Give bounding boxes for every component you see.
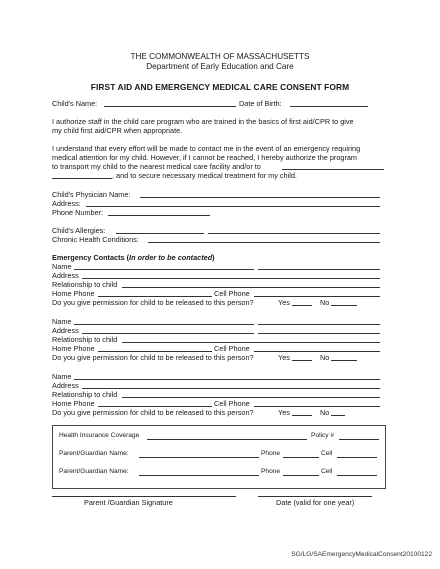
physician-field[interactable] xyxy=(140,197,380,198)
contact3-yes-label: Yes xyxy=(278,408,290,417)
physician-label: Child's Physician Name: xyxy=(52,190,131,199)
guardian1-cell-label: Cell xyxy=(321,450,333,457)
chronic-field[interactable] xyxy=(148,242,380,243)
contact3-yes-field[interactable] xyxy=(292,415,312,416)
guardian2-name-field[interactable] xyxy=(139,475,259,476)
date-label: Date (valid for one year) xyxy=(276,498,355,507)
contact1-permission-label: Do you give permission for child to be released to this person? xyxy=(52,298,254,307)
parent-signature-field[interactable] xyxy=(52,496,236,497)
emergency-contacts-heading xyxy=(52,253,215,262)
contact2-home-phone-label: Home Phone xyxy=(52,344,95,353)
org-name: THE COMMONWEALTH OF MASSACHUSETTS xyxy=(130,52,310,61)
emergency-paragraph-line-4: , and to secure necessary medical treatment for my child. xyxy=(112,171,297,180)
contact2-yes-field[interactable] xyxy=(292,360,312,361)
contact3-relationship-field[interactable] xyxy=(122,397,380,398)
contact3-address-label: Address xyxy=(52,381,79,390)
authorize-paragraph-line-2: my child first aid/CPR when appropriate. xyxy=(52,126,183,135)
contact3-permission-label: Do you give permission for child to be released to this person? xyxy=(52,408,254,417)
contact2-cell-phone-field[interactable] xyxy=(254,351,380,352)
heading-end-text: ) xyxy=(212,253,215,262)
contact1-no-label: No xyxy=(320,298,330,307)
dob-field[interactable] xyxy=(290,106,368,107)
contact2-relationship-label: Relationship to child xyxy=(52,335,118,344)
contact1-address-field[interactable] xyxy=(82,278,380,279)
contact2-address-label: Address xyxy=(52,326,79,335)
contact1-home-phone-label: Home Phone xyxy=(52,289,95,298)
contact1-cell-phone-field[interactable] xyxy=(254,296,380,297)
contact3-no-label: No xyxy=(320,408,330,417)
contact3-name-field[interactable] xyxy=(74,379,380,380)
authorize-paragraph-line-1: I authorize staff in the child care program who are trained in the basics of first aid/CPR to give xyxy=(52,117,354,126)
contact1-relationship-label: Relationship to child xyxy=(52,280,118,289)
emergency-paragraph-line-1: I understand that every effort will be made to contact me in the event of an emergency requiring xyxy=(52,144,361,153)
contact3-cell-phone-label: Cell Phone xyxy=(214,399,250,408)
insurance-coverage-label: Health Insurance Coverage xyxy=(59,432,140,439)
form-title: FIRST AID AND EMERGENCY MEDICAL CARE CONSENT FORM xyxy=(90,82,350,92)
contact2-cell-phone-label: Cell Phone xyxy=(214,344,250,353)
heading-text: Emergency Contacts ( xyxy=(52,253,130,262)
contact3-home-phone-label: Home Phone xyxy=(52,399,95,408)
allergies-field-2[interactable] xyxy=(208,233,380,234)
contact3-home-phone-field[interactable] xyxy=(98,406,212,407)
contact1-yes-label: Yes xyxy=(278,298,290,307)
contact1-name-field[interactable] xyxy=(74,269,254,270)
contact3-name-label: Name xyxy=(52,372,72,381)
contact3-no-field[interactable] xyxy=(331,415,345,416)
child-name-label: Child's Name: xyxy=(52,99,98,108)
guardian1-name-field[interactable] xyxy=(139,457,259,458)
contact2-relationship-field[interactable] xyxy=(122,342,380,343)
emergency-paragraph-line-3: to transport my child to the nearest medical care facility and/or to xyxy=(52,162,261,171)
contact1-relationship-field[interactable] xyxy=(122,287,380,288)
contact3-relationship-label: Relationship to child xyxy=(52,390,118,399)
contact2-no-label: No xyxy=(320,353,330,362)
contact2-permission-label: Do you give permission for child to be released to this person? xyxy=(52,353,254,362)
guardian1-cell-field[interactable] xyxy=(337,457,377,458)
contact1-name-field-2[interactable] xyxy=(258,269,380,270)
contact2-home-phone-field[interactable] xyxy=(98,351,212,352)
contact2-name-label: Name xyxy=(52,317,72,326)
policy-label: Policy # xyxy=(311,432,335,439)
contact1-name-label: Name xyxy=(52,262,72,271)
guardian2-cell-label: Cell xyxy=(321,468,333,475)
contact1-yes-field[interactable] xyxy=(292,305,312,306)
contact2-address-field-2[interactable] xyxy=(258,333,380,334)
allergies-field-1[interactable] xyxy=(116,233,204,234)
emergency-paragraph-line-2: medical attention for my child. However, if I cannot be reached, I hereby authorize the program xyxy=(52,153,358,162)
dob-label: Date of Birth: xyxy=(239,99,282,108)
date-field[interactable] xyxy=(258,496,372,497)
physician-address-field[interactable] xyxy=(86,206,380,207)
guardian2-name-label: Parent/Guardian Name: xyxy=(59,468,129,475)
contact3-address-field[interactable] xyxy=(82,388,380,389)
parent-signature-label: Parent /Guardian Signature xyxy=(84,498,173,507)
document-id-footer: SG/LG/SAEmergencyMedicalConsent20100122 xyxy=(291,551,432,558)
allergies-label: Child's Allergies: xyxy=(52,226,106,235)
contact1-cell-phone-label: Cell Phone xyxy=(214,289,250,298)
contact2-name-field-2[interactable] xyxy=(258,324,380,325)
contact2-address-field[interactable] xyxy=(82,333,254,334)
heading-italic-text: In order to be contacted xyxy=(129,253,213,262)
contact2-name-field[interactable] xyxy=(74,324,254,325)
insurance-guardian-box xyxy=(52,425,386,489)
facility-field-continued[interactable] xyxy=(52,178,112,179)
facility-field[interactable] xyxy=(282,169,384,170)
contact2-no-field[interactable] xyxy=(331,360,357,361)
policy-field[interactable] xyxy=(339,439,379,440)
guardian2-phone-field[interactable] xyxy=(283,475,319,476)
contact1-address-label: Address xyxy=(52,271,79,280)
guardian1-phone-field[interactable] xyxy=(283,457,319,458)
physician-address-label: Address: xyxy=(52,199,81,208)
guardian2-phone-label: Phone xyxy=(261,468,281,475)
insurance-coverage-field[interactable] xyxy=(147,439,307,440)
guardian1-name-label: Parent/Guardian Name: xyxy=(59,450,129,457)
contact1-no-field[interactable] xyxy=(331,305,357,306)
chronic-label: Chronic Health Conditions: xyxy=(52,235,139,244)
child-name-field[interactable] xyxy=(104,106,236,107)
physician-phone-field[interactable] xyxy=(108,215,210,216)
contact2-yes-label: Yes xyxy=(278,353,290,362)
guardian2-cell-field[interactable] xyxy=(337,475,377,476)
physician-phone-label: Phone Number: xyxy=(52,208,104,217)
department-name: Department of Early Education and Care xyxy=(146,62,294,71)
guardian1-phone-label: Phone xyxy=(261,450,281,457)
contact1-home-phone-field[interactable] xyxy=(98,296,212,297)
contact3-cell-phone-field[interactable] xyxy=(254,406,380,407)
